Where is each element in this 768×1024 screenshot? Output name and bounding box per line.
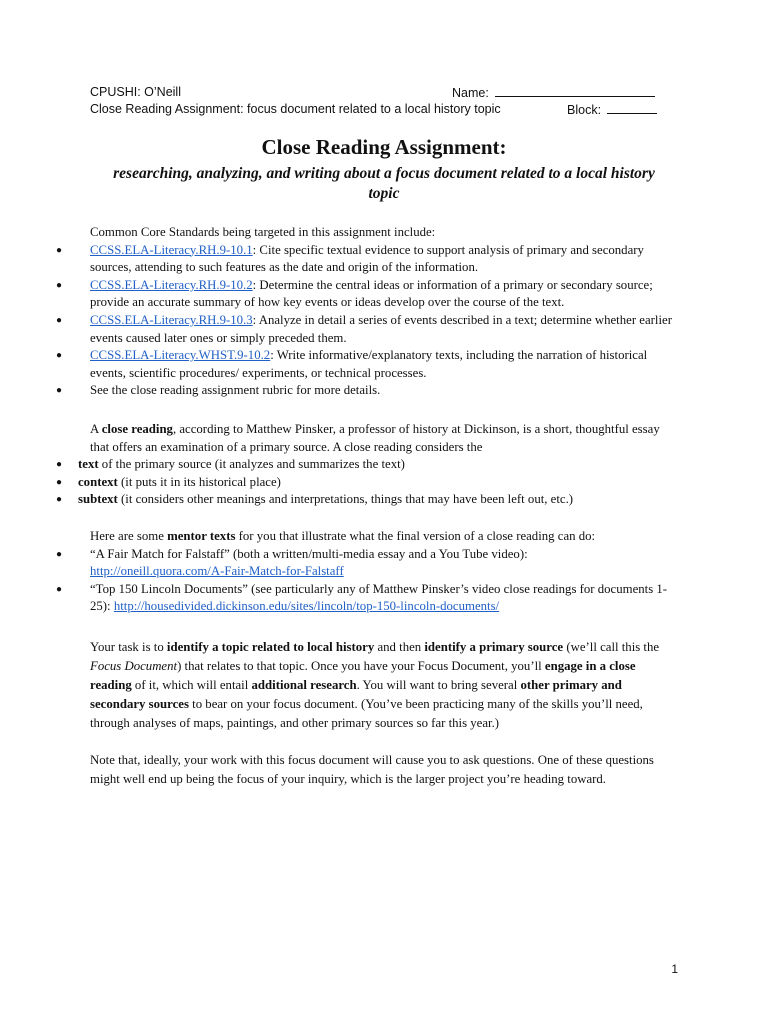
list-item: ● “Top 150 Lincoln Documents” (see particularly any of Matthew Pinsker’s video close readings for documents 1-25): http://housedivided.dickinson.edu/sites/lincoln/top-150-lincoln-documents/ <box>56 581 668 614</box>
block-label: Block: <box>567 103 602 117</box>
block-field <box>567 101 657 118</box>
name-label: Name: <box>452 86 489 100</box>
list-item <box>56 242 680 277</box>
list-item: ● “A Fair Match for Falstaff” (both a written/multi-media essay and a You Tube video): http://oneill.quora.com/A-Fair-Match-for-Falstaff <box>56 546 528 579</box>
page-subtitle: researching, analyzing, and writing about a focus document related to a local history topic <box>113 165 655 202</box>
bullet-icon: ● <box>56 548 63 560</box>
page-number: 1 <box>671 962 678 976</box>
task-section <box>90 638 680 733</box>
standard-link-rh1[interactable]: CCSS.ELA-Literacy.RH.9-10.1 <box>90 242 253 257</box>
list-item: ● subtext (it considers other meanings and interpretations, things that may have been left out, etc.) <box>78 491 680 509</box>
rubric-note: See the close reading assignment rubric for more details. <box>90 383 381 398</box>
bullet-icon: ● <box>56 385 63 397</box>
standard-link-rh3[interactable]: CCSS.ELA-Literacy.RH.9-10.3 <box>90 312 253 327</box>
bullet-icon: ● <box>56 583 63 595</box>
list-item <box>56 382 680 400</box>
name-blank <box>495 84 655 97</box>
course-line: CPUSHI: O’Neill <box>90 85 181 99</box>
close-reading-paragraph: A close reading, according to Matthew Pinsker, a professor of history at Dickinson, is a short, thoughtful essay that offers an examination of a primary source. A close reading considers the <box>90 422 660 454</box>
list-item <box>56 312 680 347</box>
standard-link-rh2[interactable]: CCSS.ELA-Literacy.RH.9-10.2 <box>90 277 253 292</box>
list-item <box>56 277 680 312</box>
mentor-list <box>56 546 680 616</box>
list-item: ● text of the primary source (it analyzes and summarizes the text) <box>78 456 680 474</box>
lincoln-documents-link[interactable]: http://housedivided.dickinson.edu/sites/lincoln/top-150-lincoln-documents/ <box>113 599 500 614</box>
close-reading-section <box>56 421 680 509</box>
standard-text: : Determine the central ideas or information of a primary or secondary source; provide an accurate summary of how key events or ideas develop over the course of the text. <box>90 277 653 310</box>
mentor-paragraph: Here are some mentor texts for you that illustrate what the final version of a close reading can do: <box>90 529 596 543</box>
list-item: ● context (it puts it in its historical place) <box>78 474 680 492</box>
assignment-line: Close Reading Assignment: focus document related to a local history topic <box>90 102 501 116</box>
standard-text: : Cite specific textual evidence to support analysis of primary and secondary sources, attending to such features as the date and origin of the information. <box>90 242 644 275</box>
close-reading-list <box>56 456 680 509</box>
page-title: Close Reading Assignment: <box>261 135 507 159</box>
falstaff-link[interactable]: http://oneill.quora.com/A-Fair-Match-for-Falstaff <box>90 564 344 579</box>
note-paragraph: Note that, ideally, your work with this focus document will cause you to ask questions. One of these questions might well end up being the focus of your inquiry, which is the larger project you’re heading toward. <box>90 753 654 786</box>
bullet-icon: ● <box>56 244 63 256</box>
name-field <box>452 84 655 101</box>
bullet-icon: ● <box>56 350 63 362</box>
mentor-section <box>56 528 680 616</box>
note-section <box>90 751 680 789</box>
standard-text: : Analyze in detail a series of events described in a text; determine whether earlier events caused later ones or simply preceded them. <box>90 312 672 345</box>
standards-section <box>56 224 680 400</box>
bullet-icon: ● <box>56 314 63 326</box>
standards-intro: Common Core Standards being targeted in this assignment include: <box>90 225 436 239</box>
bullet-icon: ● <box>56 459 63 471</box>
standard-text: : Write informative/explanatory texts, including the narration of historical events, scientific procedures/ experiments, or technical processes. <box>90 348 648 380</box>
bullet-icon: ● <box>56 279 63 291</box>
list-item <box>56 347 680 382</box>
task-paragraph: Your task is to identify a topic related to local history and then identify a primary source (we’ll call this the Focus Document) that relates to that topic. Once you have your Focus Document, you’ll engage in a close reading of it, which will entail additional research. You will want to bring several other primary and secondary sources to bear on your focus document. (You’ve been practicing many of the skills you’ll need, through analyses of maps, paintings, and other primary sources so far this year.) <box>90 640 660 730</box>
standard-link-whst2[interactable]: CCSS.ELA-Literacy.WHST.9-10.2 <box>90 348 271 363</box>
standards-list <box>56 242 680 400</box>
block-blank <box>607 101 657 114</box>
bullet-icon: ● <box>56 494 63 506</box>
bullet-icon: ● <box>56 476 63 488</box>
